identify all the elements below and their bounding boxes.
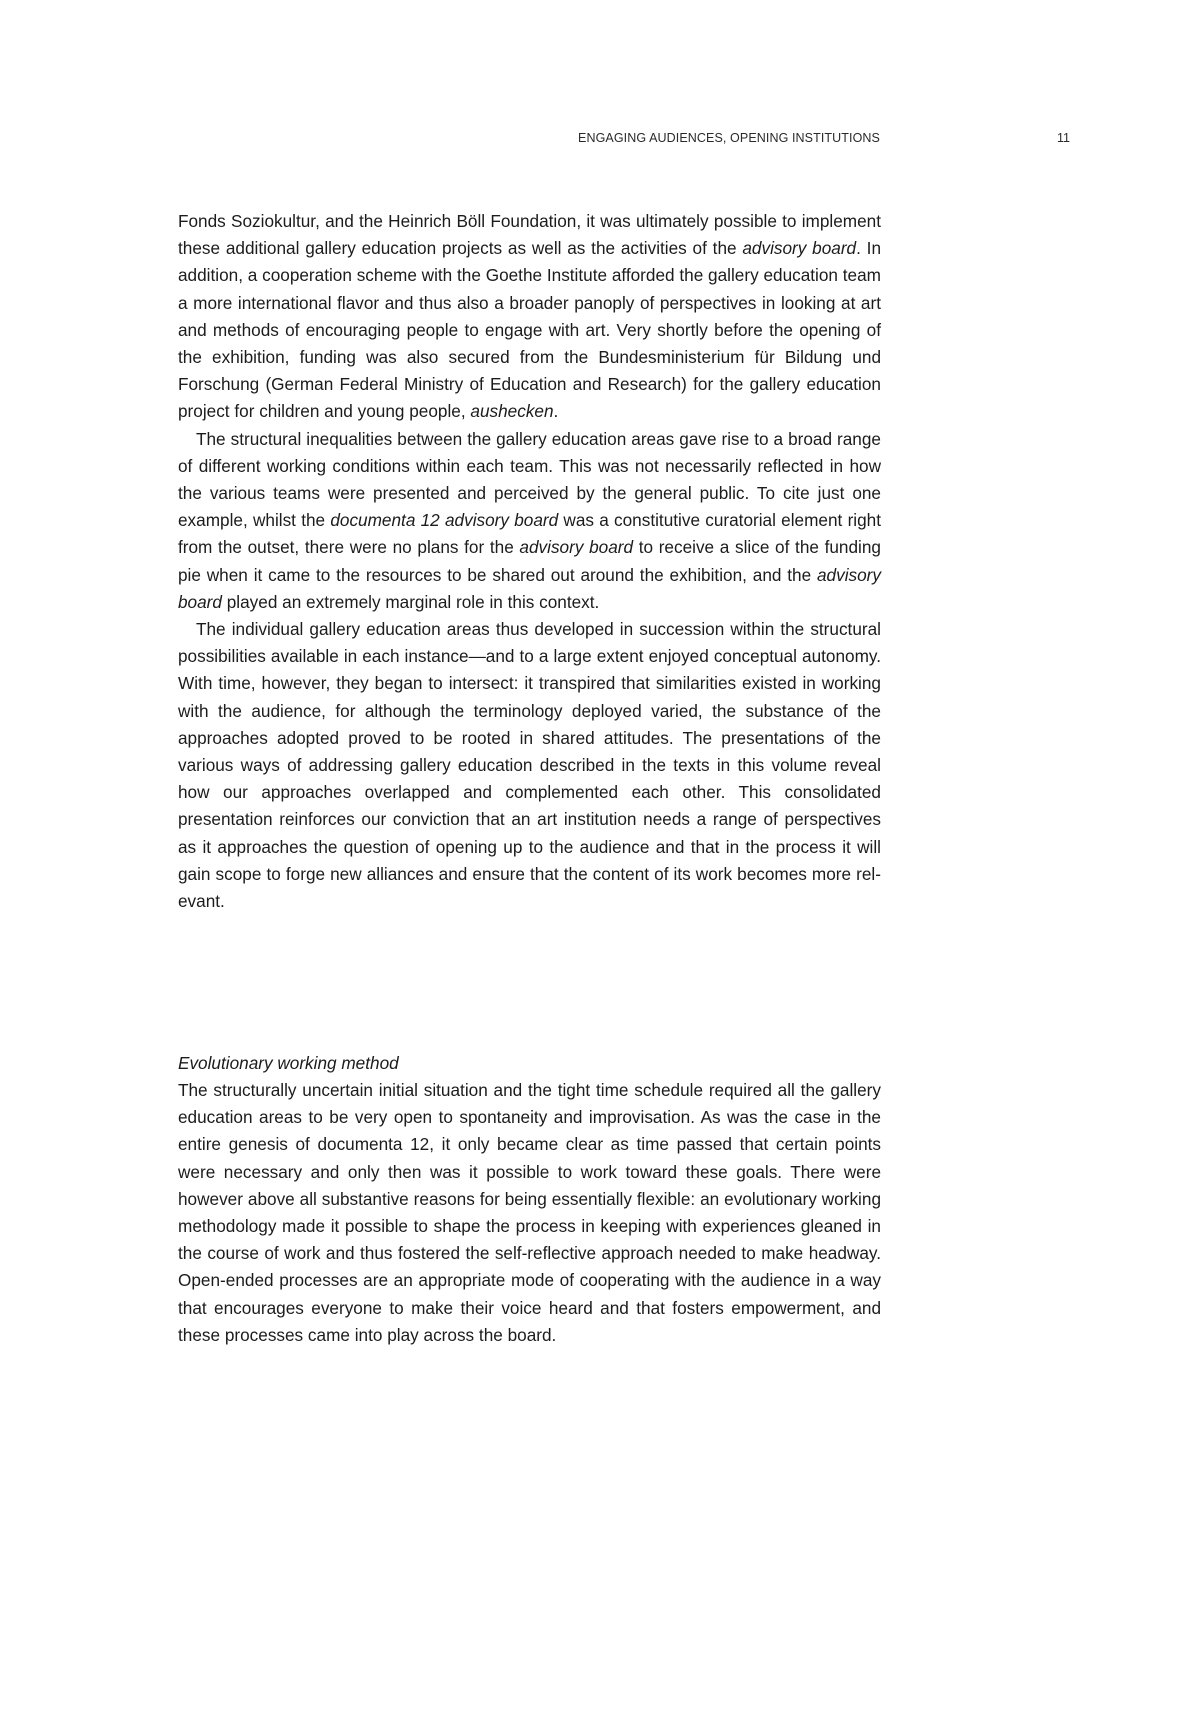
italic-term: documenta 12 advisory board — [330, 510, 559, 531]
text-segment: played an extremely marginal role in this context. — [221, 591, 600, 612]
section-text — [178, 1077, 881, 1349]
italic-term: advisory board — [519, 537, 634, 558]
text-segment: was a constitutive curatorial element right from the outset, there were no plans for the — [178, 510, 882, 558]
section-paragraph: The structurally uncertain initial situation and the tight time schedule required all the gallery education areas to be very open to spontaneity and improvisation. As was the case in the entire genesis of documenta 12, it only became clear as time passed that certain points were necessary and only then was it possible to work toward these goals. There were however above all substantive reasons for being essentially flexible: an evolutionary working methodology made it possible to shape the process in keeping with experiences gleaned in the course of work and thus fostered the self-reflective approach needed to make headway. Open-ended processes are an appropriate mode of cooperating with the audience in a way that encourages everyone to make their voice heard and that fosters empowerment, and these processes came into play across the board. — [178, 1080, 881, 1345]
body-text — [178, 208, 881, 915]
paragraph-2 — [178, 426, 881, 616]
italic-term: advisory board — [178, 564, 881, 612]
italic-term: advisory board — [742, 238, 857, 259]
text-segment: The individual gallery education areas thus developed in succession within the structural possibilities available in each instance—and to a large extent enjoyed conceptual autonomy. With time, however, they began to intersect: it transpired that similarities existed in working with the audience, for although the terminology deployed varied, the substance of the approaches adopted proved to be rooted in shared attitudes. The presentations of the various ways of addressing gallery education described in the texts in this volume reveal how our approaches overlapped and complemented each other. This consolidated presentation reinforces our conviction that an art institution needs a range of perspectives as it approaches the question of opening up to the audience and that in the process it will gain scope to forge new alliances and ensure that the content of its work becomes more relevant. — [178, 619, 881, 912]
running-header-title: ENGAGING AUDIENCES, OPENING INSTITUTIONS — [578, 131, 880, 145]
page-number: 11 — [1057, 131, 1070, 145]
paragraph-3 — [178, 616, 881, 915]
text-segment: The structural inequalities between the gallery education areas gave rise to a broad range of different working conditions within each team. This was not necessarily reflected in how the various teams were presented and perceived by the general public. To cite just one example, whilst the — [178, 428, 881, 531]
italic-term: aushecken — [470, 401, 554, 422]
text-segment: . In addition, a cooperation scheme with the Goethe Institute afforded the gallery education team a more international flavor and thus also a broader panoply of perspectives in looking at art and methods of encouraging people to engage with art. Very shortly before the opening of the exhibition, funding was also secured from the Bundesministerium für Bildung und Forschung (German Federal Ministry of Education and Research) for the gallery education project for children and young people, — [178, 238, 882, 422]
text-segment: . — [553, 401, 559, 422]
paragraph-1 — [178, 208, 881, 426]
section-heading: Evolutionary working method — [178, 1053, 399, 1073]
text-segment: Fonds Soziokultur, and the Heinrich Böll Foundation, it was ultimately possible to implement these additional gallery education projects as well as the activities of the — [178, 211, 881, 259]
text-segment: to receive a slice of the funding pie when it came to the resources to be shared out around the exhibition, and the — [178, 537, 881, 585]
